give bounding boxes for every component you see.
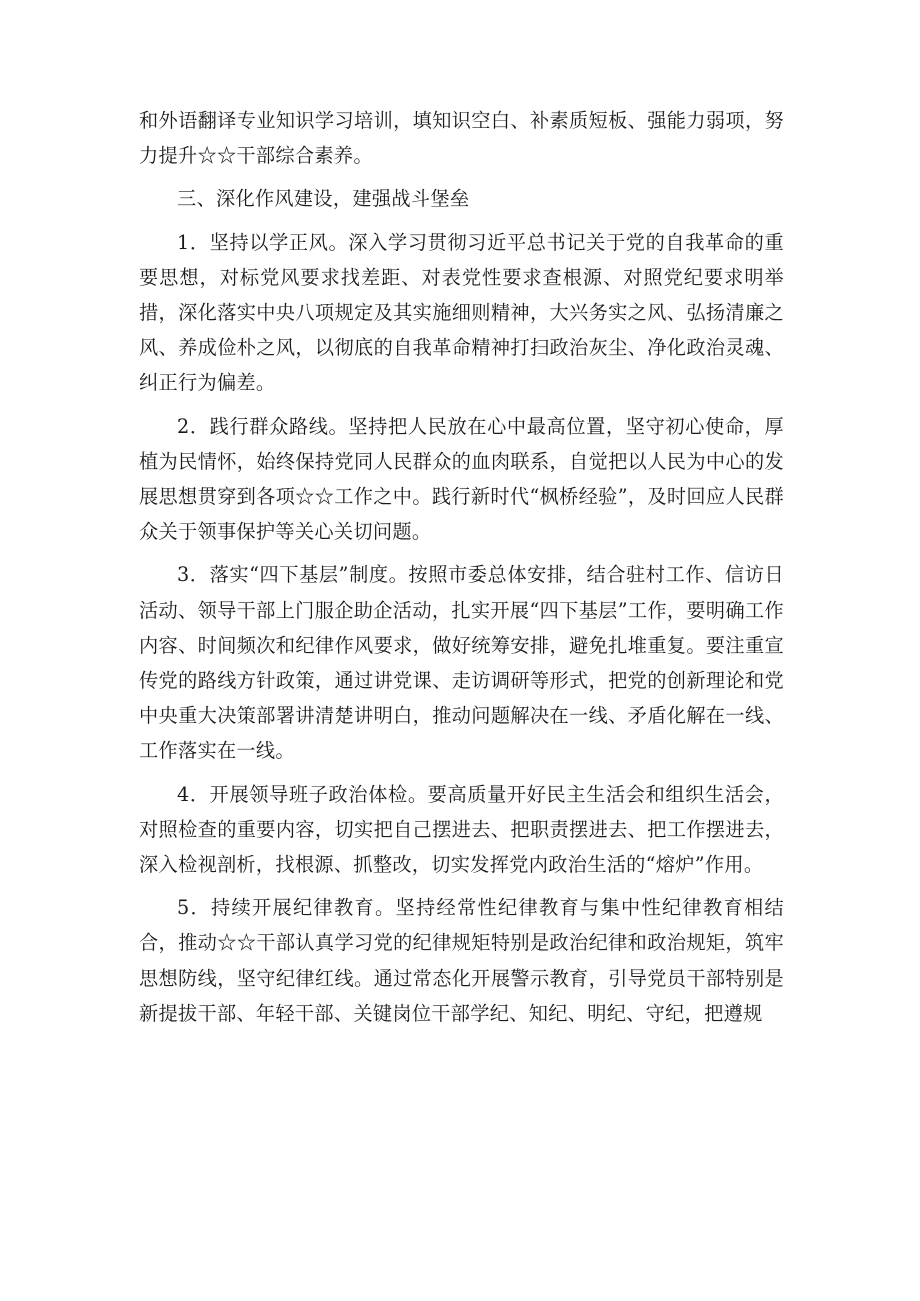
paragraph-item-1: 1．坚持以学正风。深入学习贯彻习近平总书记关于党的自我革命的重要思想，对标党风要求找差距、对表党性要求查根源、对照党纪要求明举措，深化落实中央八项规定及其实施细则精神，大兴务实之风、弘扬清廉之风、养成俭朴之风，以彻底的自我革命精神打扫政治灰尘、净化政治灵魂、纠正行为偏差。 <box>139 230 784 395</box>
paragraph-continuation: 和外语翻译专业知识学习培训，填知识空白、补素质短板、强能力弱项，努力提升☆☆干部综合素养。 <box>139 109 784 168</box>
paragraph-item-5: 5．持续开展纪律教育。坚持经常性纪律教育与集中性纪律教育相结合，推动☆☆干部认真学习党的纪律规矩特别是政治纪律和政治规矩，筑牢思想防线，坚守纪律红线。通过常态化开展警示教育，引导党员干部特别是新提拔干部、年轻干部、关键岗位干部学纪、知纪、明纪、守纪，把遵规 <box>139 896 784 1025</box>
paragraph-item-4: 4．开展领导班子政治体检。要高质量开好民主生活会和组织生活会，对照检查的重要内容，切实把自己摆进去、把职责摆进去、把工作摆进去，深入检视剖析，找根源、抓整改，切实发挥党内政治生活的“熔炉”作用。 <box>139 782 784 877</box>
paragraph-item-2: 2．践行群众路线。坚持把人民放在心中最高位置，坚守初心使命，厚植为民情怀，始终保持党同人民群众的血肉联系，自觉把以人民为中心的发展思想贯穿到各项☆☆工作之中。践行新时代“枫桥经验”，及时回应人民群众关于领事保护等关心关切问题。 <box>139 414 784 544</box>
document-body <box>139 103 784 1031</box>
section-heading: 三、深化作风建设，建强战斗堡垒 <box>177 187 470 211</box>
paragraph-item-3: 3．落实“四下基层”制度。按照市委总体安排，结合驻村工作、信访日活动、领导干部上门服企助企活动，扎实开展“四下基层”工作，要明确工作内容、时间频次和纪律作风要求，做好统筹安排，避免扎堆重复。要注重宣传党的路线方针政策，通过讲党课、走访调研等形式，把党的创新理论和党中央重大决策部署讲清楚讲明白，推动问题解决在一线、矛盾化解在一线、工作落实在一线。 <box>139 563 784 763</box>
